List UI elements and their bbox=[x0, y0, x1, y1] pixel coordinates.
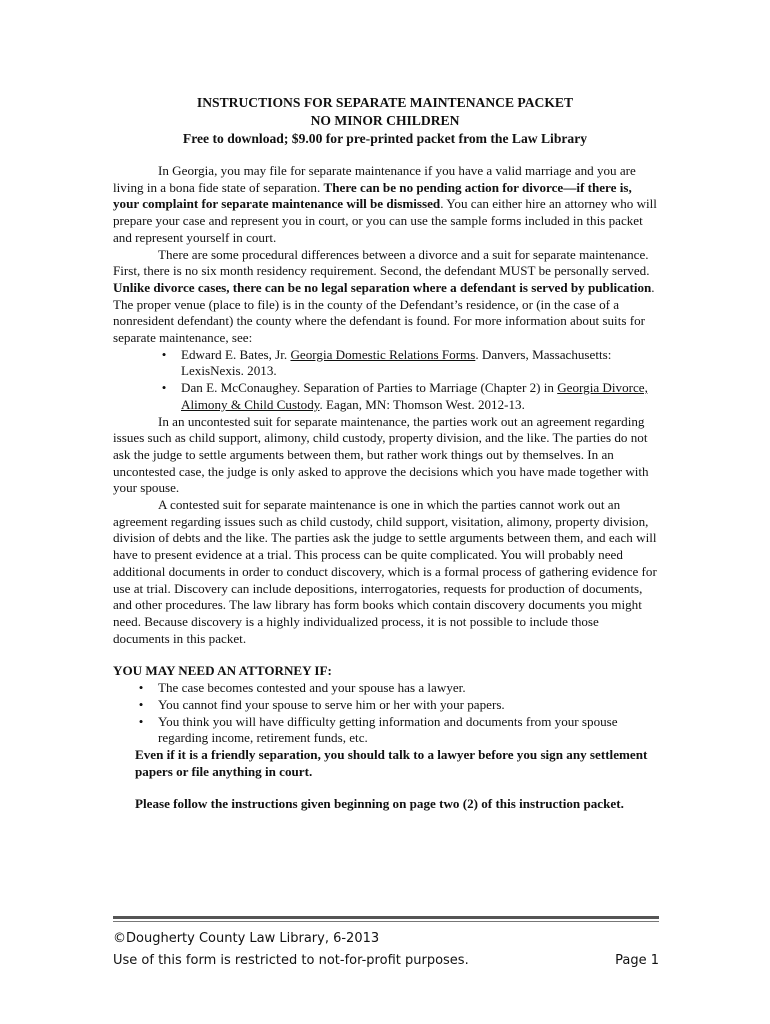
reference-list bbox=[113, 347, 658, 414]
reference-text: . Eagan, MN: Thomson West. 2012-13. bbox=[319, 396, 525, 412]
reference-title: Georgia Domestic Relations Forms bbox=[290, 346, 476, 362]
paragraph-contested: A contested suit for separate maintenance is one in which the parties cannot work out an agreement regarding issues such as child custody, child support, visitation, alimony, property division, division of debts and the like. The parties ask the judge to settle arguments between them, and each will have to present evidence at a trial. This process can be quite complicated. You will probably need additional documents in order to conduct discovery, which is a formal process of gathering evidence for use at trial. Discovery can include depositions, interrogatories, requests for production of documents, and other procedures. The law library has form books which contain discovery documents you might need. Because discovery is a highly individualized process, it is not possible to include those documents in this packet. bbox=[113, 497, 657, 646]
para-text: There are some procedural differences between a divorce and a suit for separate maintenance. First, there is no six month residency requirement. Second, the defendant MUST be personally served. bbox=[113, 246, 650, 279]
para-text: . The proper venue (place to file) is in the county of the Defendant’s residence, or (in the case of a nonresident defendant) the county where the defendant is found. For more information about suits for separate maintenance, see: bbox=[113, 279, 655, 346]
bullet-icon: • bbox=[138, 713, 144, 729]
page-footer bbox=[113, 928, 659, 972]
page-number: Page 1 bbox=[615, 953, 659, 968]
paragraph-intro bbox=[113, 163, 658, 247]
follow-instructions-note: Please follow the instructions given beginning on page two (2) of this instruction packet. bbox=[135, 796, 624, 812]
bullet-icon: • bbox=[161, 380, 167, 396]
bullet-icon: • bbox=[138, 696, 144, 712]
reference-item bbox=[161, 380, 658, 413]
paragraph-uncontested: In an uncontested suit for separate maintenance, the parties work out an agreement regarding issues such as child support, alimony, child custody, property division, and the like. The parties do not ask the judge to settle arguments between them, but rather work things out by themselves. In an uncontested case, the judge is only asked to approve the decisions which you have made together with your spouse. bbox=[113, 413, 649, 496]
attorney-reason-text: The case becomes contested and your spouse has a lawyer. bbox=[158, 680, 466, 696]
reference-text: Edward E. Bates, Jr. bbox=[181, 346, 291, 362]
para-bold-text: Unlike divorce cases, there can be no legal separation where a defendant is served by publication bbox=[113, 279, 652, 295]
para-text: In Georgia, you may file for separate maintenance if you have a valid marriage and you are living in a bona fide state of separation. bbox=[113, 163, 636, 195]
document-body bbox=[113, 163, 658, 813]
bullet-icon: • bbox=[161, 346, 167, 362]
para-bold-text: There can be no pending action for divorce—if there is, your complaint for separate maintenance will be dismissed bbox=[113, 179, 632, 212]
bullet-icon: • bbox=[138, 680, 144, 696]
heading-subtitle: NO MINOR CHILDREN bbox=[310, 113, 460, 128]
para-text: . You can either hire an attorney who will prepare your case and represent you in court, or you can use the sample forms included in this packet and represent yourself in court. bbox=[113, 196, 657, 245]
attorney-section-title: YOU MAY NEED AN ATTORNEY IF: bbox=[113, 663, 332, 679]
document-heading bbox=[100, 94, 670, 148]
footer-divider bbox=[113, 916, 659, 919]
attorney-reason-item bbox=[138, 680, 658, 697]
footer-copyright: ©Dougherty County Law Library, 6-2013 bbox=[113, 931, 380, 946]
reference-item bbox=[161, 346, 658, 380]
reference-title: Georgia Divorce, Alimony & Child Custody bbox=[181, 380, 648, 412]
lawyer-warning: Even if it is a friendly separation, you should talk to a lawyer before you sign any settlement papers or file anything in court. bbox=[135, 746, 648, 779]
paragraph-procedure bbox=[113, 247, 658, 347]
footer-divider bbox=[113, 921, 659, 922]
heading-price-note: Free to download; $9.00 for pre-printed packet from the Law Library bbox=[182, 131, 588, 146]
heading-title: INSTRUCTIONS FOR SEPARATE MAINTENANCE PACKET bbox=[196, 95, 574, 110]
attorney-reason-item bbox=[138, 713, 658, 747]
attorney-reason-list bbox=[113, 680, 658, 747]
reference-text: Dan E. McConaughey. Separation of Parties to Marriage (Chapter 2) in bbox=[181, 380, 558, 396]
attorney-reason-text: You think you will have difficulty getting information and documents from your spouse regarding income, retirement funds, etc. bbox=[158, 713, 618, 746]
footer-restriction: Use of this form is restricted to not-for-profit purposes. bbox=[113, 953, 469, 968]
attorney-reason-text: You cannot find your spouse to serve him or her with your papers. bbox=[158, 696, 505, 712]
reference-text: . Danvers, Massachusetts: LexisNexis. 2013. bbox=[181, 346, 612, 379]
attorney-reason-item bbox=[138, 696, 658, 714]
